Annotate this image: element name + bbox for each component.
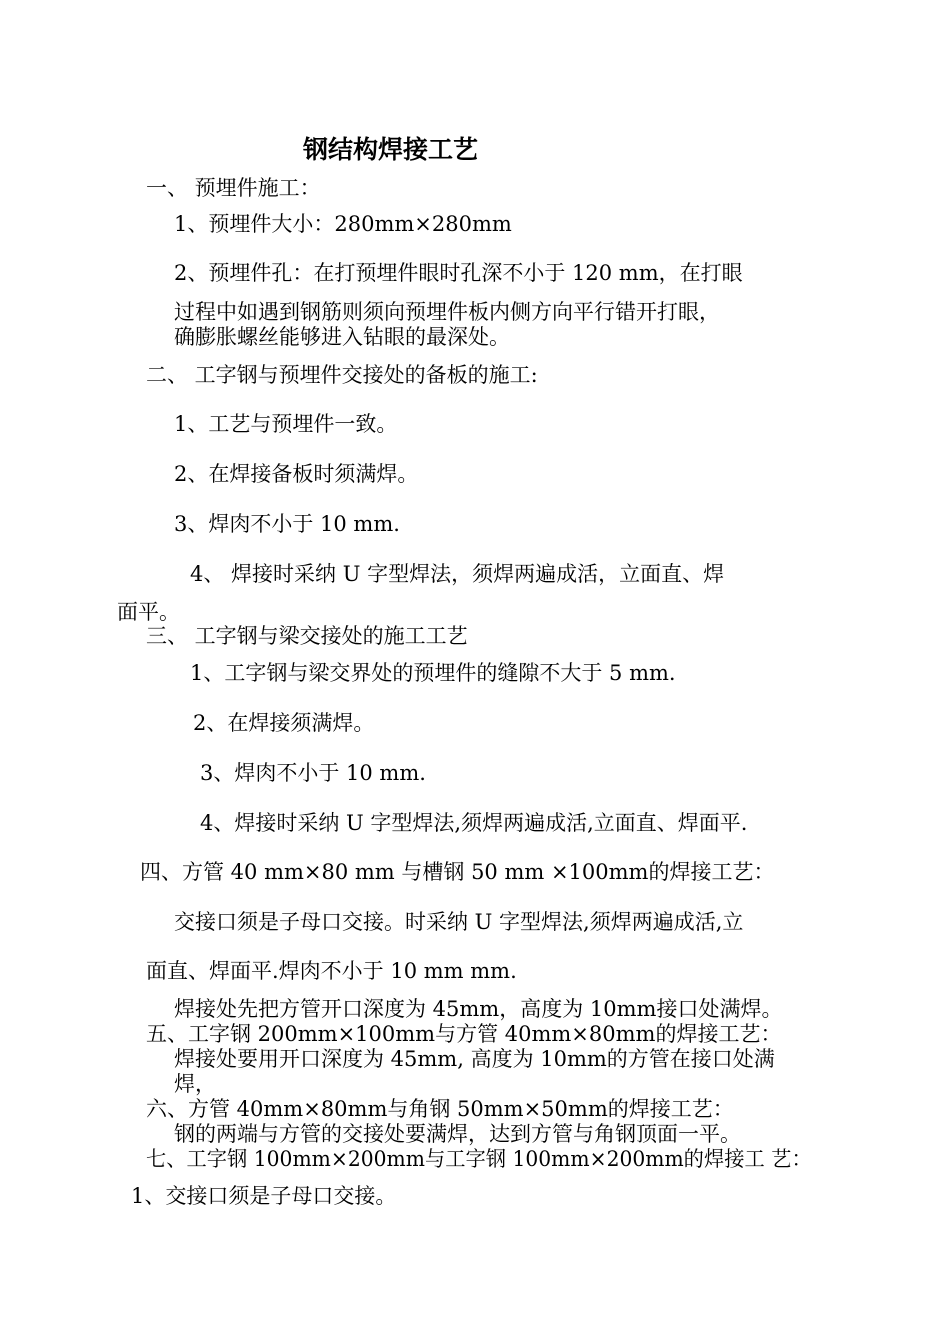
paragraph-line: 焊接处要用开口深度为 45mm, 高度为 10mm的方管在接口处满 <box>174 1047 775 1071</box>
paragraph-line: 焊接处先把方管开口深度为 45mm，高度为 10mm接口处满焊。 <box>174 997 783 1021</box>
section-5-heading: 五、工字钢 200mm×100mm与方管 40mm×80mm的焊接工艺： <box>146 1022 782 1046</box>
paragraph-line: 1、工字钢与梁交界处的预埋件的缝隙不大于 5 mm. <box>190 661 676 685</box>
document-title: 钢结构焊接工艺 <box>303 135 479 164</box>
section-6-heading: 六、方管 40mm×80mm与角钢 50mm×50mm的焊接工艺： <box>146 1097 734 1121</box>
paragraph-line: 面直、焊面平.焊肉不小于 10 mm mm. <box>146 959 517 983</box>
paragraph-line: 4、焊接时采纳 U 字型焊法,须焊两遍成活,立面直、焊面平. <box>200 811 748 835</box>
paragraph-line: 2、在焊接备板时须满焊。 <box>174 462 419 486</box>
paragraph-line: 钢的两端与方管的交接处要满焊，达到方管与角钢顶面一平。 <box>174 1122 741 1146</box>
paragraph-line: 1、工艺与预埋件一致。 <box>174 412 398 436</box>
paragraph-line: 确膨胀螺丝能够进入钻眼的最深处。 <box>174 325 510 349</box>
paragraph-line: 3、焊肉不小于 10 mm. <box>200 761 426 785</box>
section-2-heading: 二、 工字钢与预埋件交接处的备板的施工: <box>146 363 538 387</box>
paragraph-line: 过程中如遇到钢筋则须向预埋件板内侧方向平行错开打眼， <box>174 300 720 324</box>
paragraph-line: 1、交接口须是子母口交接。 <box>131 1184 397 1208</box>
section-1-heading: 一、 预埋件施工： <box>146 176 321 200</box>
paragraph-line: 4、 焊接时采纳 U 字型焊法，须焊两遍成活，立面直、焊 <box>190 562 725 586</box>
paragraph-line: 1、预埋件大小：280mm×280mm <box>174 212 512 236</box>
section-4-heading: 四、方管 40 mm×80 mm 与槽钢 50 mm ×100mm的焊接工艺： <box>140 860 775 884</box>
paragraph-line: 面平。 <box>117 600 180 624</box>
paragraph-line: 焊， <box>174 1072 216 1096</box>
paragraph-line: 交接口须是子母口交接。时采纳 U 字型焊法,须焊两遍成活,立 <box>174 910 744 934</box>
section-7-heading: 七、工字钢 100mm×200mm与工字钢 100mm×200mm的焊接工 艺： <box>146 1147 812 1171</box>
section-3-heading: 三、 工字钢与梁交接处的施工工艺 <box>146 624 468 648</box>
paragraph-line: 3、焊肉不小于 10 mm. <box>174 512 400 536</box>
paragraph-line: 2、预埋件孔：在打预埋件眼时孔深不小于 120 mm，在打眼 <box>174 261 743 285</box>
paragraph-line: 2、在焊接须满焊。 <box>193 711 375 735</box>
